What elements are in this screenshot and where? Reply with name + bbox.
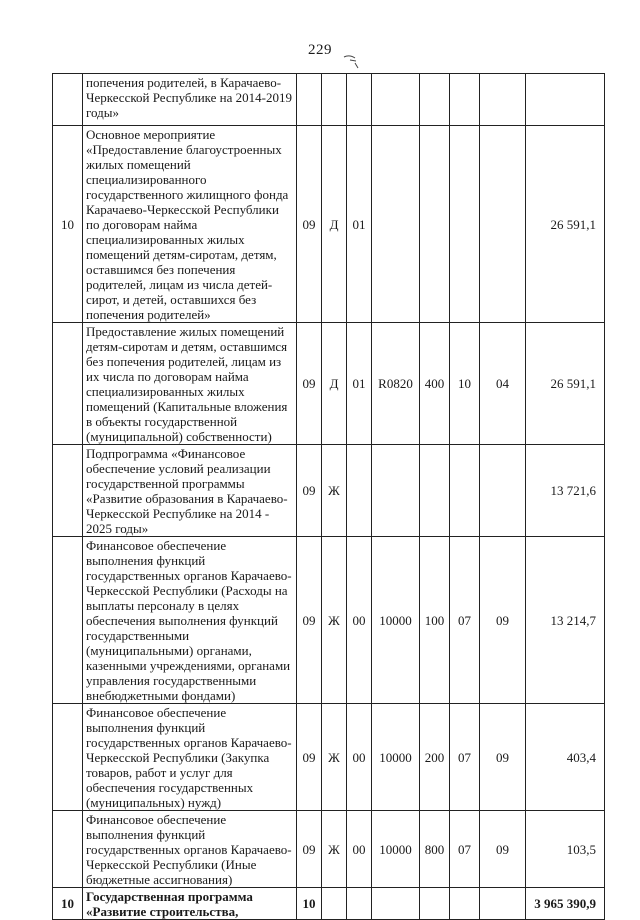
row-number-cell: [53, 811, 83, 888]
section-code-cell: [450, 445, 480, 537]
subsection-code-cell: [480, 126, 526, 323]
expense-type-code-cell: [420, 126, 450, 323]
expense-type-code-cell: [420, 445, 450, 537]
amount-cell: 3 965 390,9: [526, 888, 605, 920]
table-row: [53, 445, 605, 537]
subsection-code-cell: [480, 74, 526, 126]
row-description-cell: Финансовое обеспечение выполнения функций государственных органов Карачаево-Черкесской Республики (Расходы на выплаты персоналу в целях обеспечения выполнения функций государственными (муниципальными) органами, казенными учреждениями, органами управления государственными внебюджетными фондами): [83, 537, 297, 704]
section-code-cell: [450, 126, 480, 323]
row-description-cell: Предоставление жилых помещений детям-сиротам и детям, оставшимся без попечения родителей, лицам из их числа по договорам найма специализированных жилых помещений (Капитальные вложения в объекты государственной (муниципальной) собственности): [83, 323, 297, 445]
expense-direction-code-cell: [372, 445, 420, 537]
page-number: 229: [308, 42, 332, 58]
pen-mark: [343, 49, 363, 71]
expense-direction-code-cell: [372, 74, 420, 126]
expense-direction-code-cell: [372, 888, 420, 920]
row-number-cell: 10: [53, 126, 83, 323]
event-code-cell: 00: [347, 704, 372, 811]
amount-cell: 13 721,6: [526, 445, 605, 537]
row-number-cell: [53, 74, 83, 126]
event-code-cell: [347, 445, 372, 537]
row-description-cell: попечения родителей, в Карачаево-Черкесской Республике на 2014-2019 годы»: [83, 74, 297, 126]
event-code-cell: [347, 74, 372, 126]
section-code-cell: 07: [450, 704, 480, 811]
subsection-code-cell: 09: [480, 704, 526, 811]
subsection-code-cell: 09: [480, 537, 526, 704]
section-code-cell: 10: [450, 323, 480, 445]
amount-cell: 13 214,7: [526, 537, 605, 704]
expense-type-code-cell: [420, 74, 450, 126]
program-code-cell: 09: [297, 323, 322, 445]
expense-type-code-cell: 400: [420, 323, 450, 445]
section-code-cell: 07: [450, 537, 480, 704]
table-row: [53, 323, 605, 445]
subprogram-code-cell: [322, 74, 347, 126]
subsection-code-cell: [480, 888, 526, 920]
amount-cell: [526, 74, 605, 126]
table-row: [53, 704, 605, 811]
program-code-cell: 09: [297, 537, 322, 704]
budget-table: [52, 73, 605, 920]
subprogram-code-cell: Ж: [322, 537, 347, 704]
row-number-cell: [53, 704, 83, 811]
expense-type-code-cell: 100: [420, 537, 450, 704]
expense-type-code-cell: 800: [420, 811, 450, 888]
table-body: [53, 74, 605, 920]
program-code-cell: 09: [297, 445, 322, 537]
program-code-cell: 09: [297, 704, 322, 811]
table-row: [53, 811, 605, 888]
section-code-cell: [450, 888, 480, 920]
amount-cell: 26 591,1: [526, 323, 605, 445]
amount-cell: 103,5: [526, 811, 605, 888]
row-number-cell: [53, 323, 83, 445]
section-code-cell: 07: [450, 811, 480, 888]
expense-direction-code-cell: R0820: [372, 323, 420, 445]
program-code-cell: 09: [297, 126, 322, 323]
expense-type-code-cell: [420, 888, 450, 920]
section-code-cell: [450, 74, 480, 126]
row-number-cell: 10: [53, 888, 83, 920]
event-code-cell: 01: [347, 126, 372, 323]
row-number-cell: [53, 445, 83, 537]
subsection-code-cell: 04: [480, 323, 526, 445]
subsection-code-cell: [480, 445, 526, 537]
event-code-cell: [347, 888, 372, 920]
row-description-cell: Подпрограмма «Финансовое обеспечение условий реализации государственной программы «Развитие образования в Карачаево-Черкесской Республике на 2014 - 2025 годы»: [83, 445, 297, 537]
expense-direction-code-cell: 10000: [372, 704, 420, 811]
subprogram-code-cell: Д: [322, 323, 347, 445]
table-row: [53, 888, 605, 920]
subprogram-code-cell: [322, 888, 347, 920]
event-code-cell: 00: [347, 537, 372, 704]
program-code-cell: [297, 74, 322, 126]
row-description-cell: Финансовое обеспечение выполнения функций государственных органов Карачаево-Черкесской Республики (Иные бюджетные ассигнования): [83, 811, 297, 888]
row-description-cell: Государственная программа «Развитие строительства,: [83, 888, 297, 920]
table-row: [53, 74, 605, 126]
expense-type-code-cell: 200: [420, 704, 450, 811]
subprogram-code-cell: Д: [322, 126, 347, 323]
row-description-cell: Финансовое обеспечение выполнения функций государственных органов Карачаево-Черкесской Республики (Закупка товаров, работ и услуг для обеспечения государственных (муниципальных) нужд): [83, 704, 297, 811]
amount-cell: 403,4: [526, 704, 605, 811]
subsection-code-cell: 09: [480, 811, 526, 888]
expense-direction-code-cell: [372, 126, 420, 323]
amount-cell: 26 591,1: [526, 126, 605, 323]
subprogram-code-cell: Ж: [322, 811, 347, 888]
row-description-cell: Основное мероприятие «Предоставление благоустроенных жилых помещений специализированного государственного жилищного фонда Карачаево-Черкесской Республики по договорам найма специализированных жилых помещений детям-сиротам, детям, оставшимся без попечения родителей, лицам из числа детей-сирот, и детей, оставшихся без попечения родителей»: [83, 126, 297, 323]
expense-direction-code-cell: 10000: [372, 811, 420, 888]
expense-direction-code-cell: 10000: [372, 537, 420, 704]
subprogram-code-cell: Ж: [322, 445, 347, 537]
program-code-cell: 09: [297, 811, 322, 888]
table-row: [53, 537, 605, 704]
table-row: [53, 126, 605, 323]
subprogram-code-cell: Ж: [322, 704, 347, 811]
event-code-cell: 00: [347, 811, 372, 888]
row-number-cell: [53, 537, 83, 704]
program-code-cell: 10: [297, 888, 322, 920]
event-code-cell: 01: [347, 323, 372, 445]
